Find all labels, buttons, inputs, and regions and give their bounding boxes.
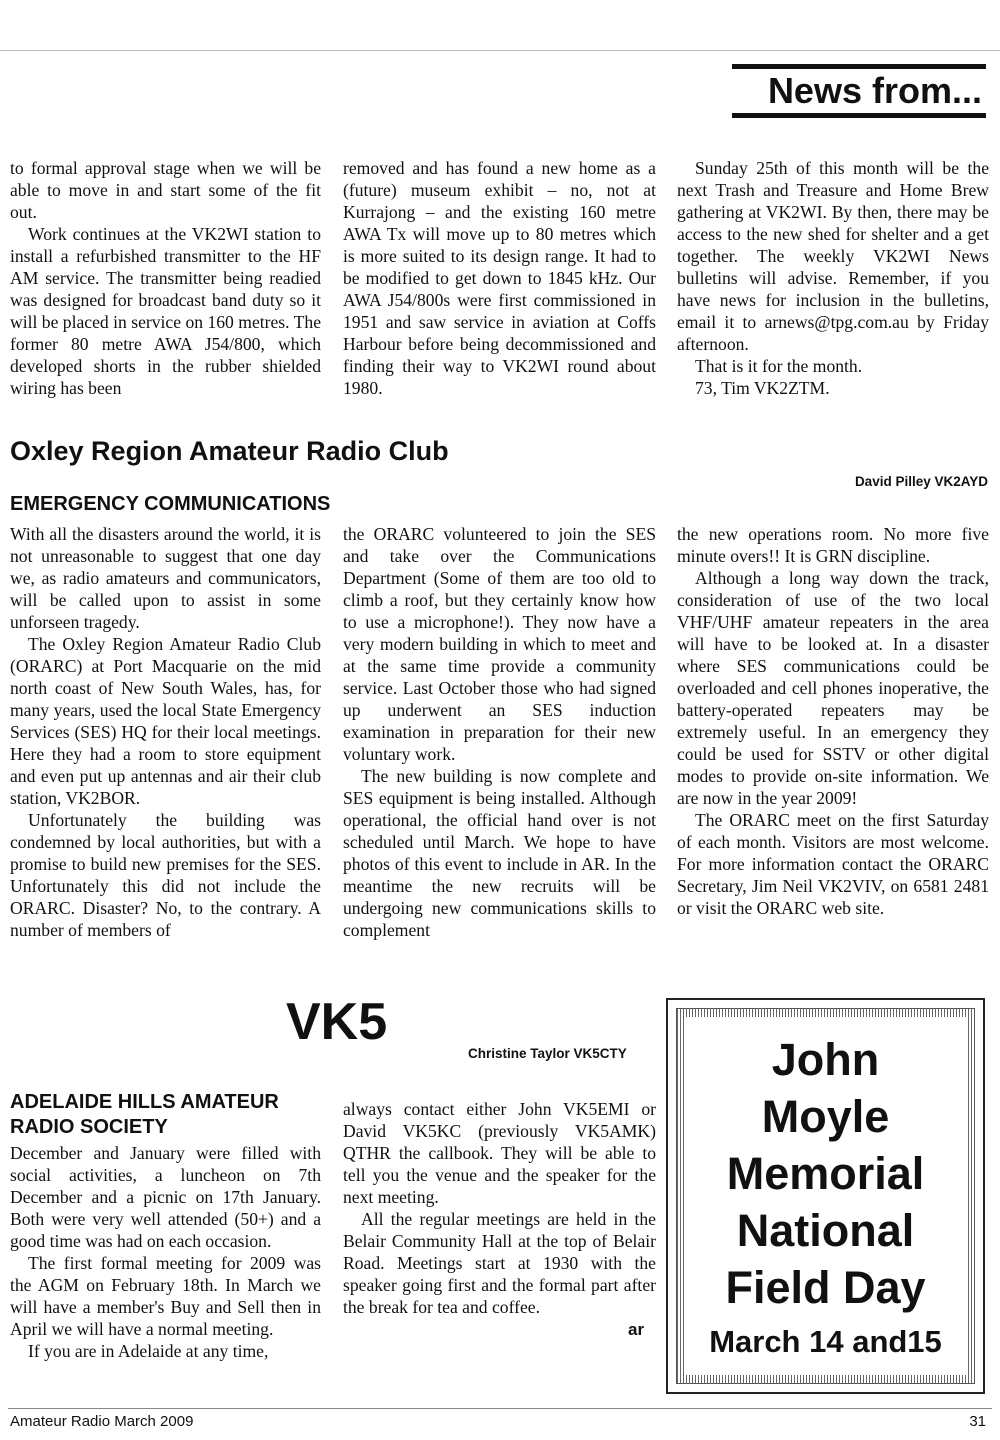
promo-date: March 14 and15: [709, 1324, 942, 1359]
top-column-3: [677, 157, 989, 399]
paragraph: Unfortunately the building was condemned by local authorities, but with a promise to build new premises for the SES. Unfortunately this did not include the ORARC. Disaster? No, to the contrary. A number of members of: [10, 810, 321, 940]
promo-line: Memorial: [726, 1148, 925, 1199]
footer-publication: Amateur Radio March 2009: [10, 1413, 194, 1430]
top-scan-band: [0, 0, 1000, 51]
hatched-border: [676, 1008, 975, 1384]
vk5-title: VK5: [286, 993, 388, 1051]
promo-content: [685, 1017, 966, 1375]
paragraph: removed and has found a new home as a (future) museum exhibit – no, not at Kurrajong – and the existing 160 metre AWA Tx will move up to 80 metres which is more suited to its design range. It had to be modified to get down to 1845 kHz. Our AWA J54/800s were first commissioned in 1951 and saw service in aviation at Coffs Harbour before being decommissioned and finding their way to VK2WI round about 1980.: [343, 158, 656, 398]
vk5-column-1: [10, 1142, 321, 1362]
footer-divider: [8, 1408, 992, 1409]
paragraph: the new operations room. No more five minute overs!! It is GRN discipline.: [677, 524, 989, 566]
promo-line: Field Day: [725, 1262, 926, 1313]
adelaide-hills-subhead: ADELAIDE HILLS AMATEUR RADIO SOCIETY: [10, 1091, 279, 1138]
paragraph: the ORARC volunteered to join the SES and take over the Communications Department (Some of them are too old to climb a roof, but they certainly know how to use a microphone!). They now have a very modern building in which to meet and at the same time provide a community service. Last October those who had signed up underwent an SES induction examination in preparation for their new voluntary work.: [343, 524, 656, 764]
vk5-column-2: [343, 1098, 656, 1318]
paragraph: The new building is now complete and SES equipment is being installed. Although operational, the official hand over is not scheduled until March. We hope to have photos of this event to include in AR. In the meantime the new recruits will be undergoing new communications skills to complement: [343, 766, 656, 940]
paragraph: to formal approval stage when we will be able to move in and start some of the fit out.: [10, 158, 321, 222]
top-column-2: [343, 157, 656, 399]
promo-line: Moyle: [761, 1091, 890, 1142]
oxley-column-2: [343, 523, 656, 941]
paragraph: always contact either John VK5EMI or David VK5KC (previously VK5AMK) QTHR the callbook. They will be able to tell you the venue and the speaker for the next meeting.: [343, 1099, 656, 1207]
section-header-news-from: News from...: [732, 64, 986, 118]
paragraph: The first formal meeting for 2009 was the AGM on February 18th. In March we will have a member's Buy and Sell then in April we will have a normal meeting.: [10, 1253, 321, 1339]
paragraph: All the regular meetings are held in the Belair Community Hall at the top of Belair Road. Meetings start at 1930 with the speaker going first and the formal part after the break for tea and coffee.: [343, 1209, 656, 1317]
paragraph: The Oxley Region Amateur Radio Club (ORARC) at Port Macquarie on the mid north coast of New South Wales, has, for many years, used the local State Emergency Services (SES) HQ for their local meetings. Here they had a room to store equipment and even put up antennas and air their club station, VK2BOR.: [10, 634, 321, 808]
paragraph: Work continues at the VK2WI station to install a refurbished transmitter to the HF AM service. The transmitter being readied was designed for broadcast band duty so it will be placed in service on 160 metres. The former 80 metre AWA J54/800, which developed shorts in the rubber shielded wiring has been: [10, 224, 321, 398]
paragraph: Sunday 25th of this month will be the next Trash and Treasure and Home Brew gathering at VK2WI. By then, there may be access to the new shed for shelter and a get together. The weekly VK2WI News bulletins will advise. Remember, if you have news for inclusion in the bulletins, email it to arnews@tpg.com.au by Friday afternoon.: [677, 158, 989, 354]
oxley-club-title: Oxley Region Amateur Radio Club: [10, 436, 449, 466]
top-column-1: [10, 157, 321, 399]
paragraph: Although a long way down the track, consideration of use of the two local VHF/UHF amateur repeaters in the area will have to be looked at. In a disaster where SES communications could be overloaded and cell phones inoperative, the battery-operated repeaters may be extremely useful. In an emergency they could be used for SSTV or other digital modes to provide on-site information. We are now in the year 2009!: [677, 568, 989, 808]
paragraph: The ORARC meet on the first Saturday of each month. Visitors are most welcome. For more information contact the ORARC Secretary, Jim Neil VK2VIV, on 6581 2481 or visit the ORARC web site.: [677, 810, 989, 918]
end-of-article-mark: ar: [628, 1320, 645, 1339]
oxley-column-3: [677, 523, 989, 919]
paragraph: December and January were filled with social activities, a luncheon on 7th December and a picnic on 17th January. Both were very well attended (50+) and a good time was had on each occasion.: [10, 1143, 321, 1251]
vk5-byline: Christine Taylor VK5CTY: [468, 1046, 627, 1061]
emergency-comms-subhead: EMERGENCY COMMUNICATIONS: [10, 493, 331, 515]
paragraph: If you are in Adelaide at any time,: [28, 1341, 269, 1361]
promo-line: National: [736, 1205, 915, 1256]
oxley-byline: David Pilley VK2AYD: [854, 474, 988, 489]
field-day-promo-box: [666, 998, 985, 1394]
paragraph: With all the disasters around the world, it is not unreasonable to suggest that one day we, as radio amateurs and communicators, will be called upon to assist in some unforseen tragedy.: [10, 524, 321, 632]
page-number: 31: [969, 1413, 986, 1430]
promo-line: John: [771, 1034, 880, 1085]
paragraph: 73, Tim VK2ZTM.: [695, 378, 830, 398]
paragraph: That is it for the month.: [695, 356, 863, 376]
oxley-column-1: [10, 523, 321, 941]
